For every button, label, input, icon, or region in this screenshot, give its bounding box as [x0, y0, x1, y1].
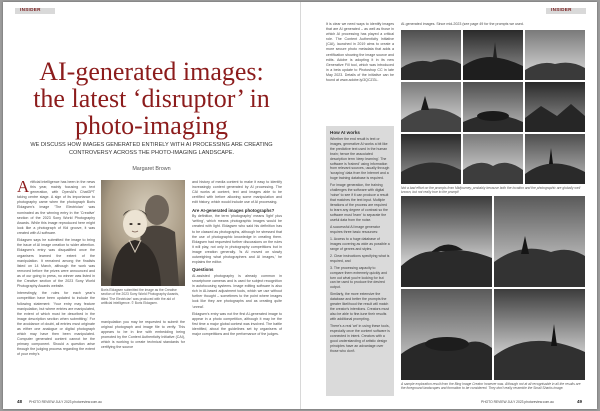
sidebar-heading: How AI works [330, 130, 360, 135]
sidebar-paragraph: Whether the end result is text or images, generative AI works a bit like the predictive text used in the human brain; hence the associated description term 'deep learning'. The software is 'trained' using information from relevant sources, usually through 'scraping' data from the Internet and a huge training database is required. [330, 137, 390, 181]
body-paragraph: By definition, the term 'photography' means 'light' plus 'writing', which means photographic images would be created with light. Eldagsen who said his definition has to be classed as photographs, although he stressed that the use of photographic knowledge in creating them. Eldagsen had requested further discussions on the rules it will play, not only in photography competitions but in image creation generally. 'Is AI moved on slowly outweighing what photographers and AI images,' he explains the editor. [192, 214, 282, 265]
left-page [3, 2, 300, 409]
intro-column-2 [401, 22, 571, 29]
dropcap: A [17, 180, 30, 196]
section-label: INSIDER [20, 7, 41, 12]
sidebar-paragraph: 2. Clear instructions specifying what is required, and [330, 253, 390, 263]
body-paragraph: AI-assisted photography is already common in smartphone cameras and is used for subject recognition in autofocusing systems. Image editing software is also rich in AI-based adjustment tools, which we use without further thought – sometimes to the point where images look like they are photographs and as creating quite 'unreal'. [192, 273, 282, 309]
page-footer: PHOTO REVIEW JULY 2023 photoreview.com.au [481, 400, 554, 404]
magazine-spread [3, 2, 597, 409]
body-paragraph: AI-generated images. Since mid-2023 (see page 49 for the prompts we used. [401, 22, 524, 26]
how-ai-works-sidebar [326, 126, 394, 396]
body-paragraph: rtificial intelligence has been in the news this year, mainly focusing on text generation, with OpenAI's ChatGPT taking centre stage. A sign of its importance to photography came when the photograph Boris Eldagsen's image 'The Electrician' was nominated as the winning entry in the 'Creative' section of the 2023 Sony World Photography Awards. While this image reproduced here might look like a photograph of Kid groove, it was created with AI software. [17, 180, 95, 235]
standfirst: WE DISCUSS HOW IMAGES GENERATED ENTIRELY WITH AI PROCESSING ARE CREATING CONTROVERSY ACROSS THE PHOTO-IMAGING LANDSCAPE. [30, 142, 273, 156]
photo-caption: Boris Eldagsen submitted the image as the Creative section of the 2023 Sony World Photography Awards, titled 'The Electrician' was produced with the aid of artificial intelligence. © Boris Eldagsen. [101, 288, 179, 305]
body-column-1 [17, 180, 95, 392]
body-paragraph: Interestingly, the rules for each year's competition have been updated to include the following statement: 'Your entry may feature manipulation, but where entries are manipulated, the extent of which must be described in the image description section when submitting.' For the avoidance of doubt, all entries must originate as either one analogue or digital photograph which may have then been manipulated. Computer generated content cannot be the primary component. Should a question arise through the judging process regarding the extent of your entry's [17, 291, 95, 357]
page-footer: PHOTO REVIEW JULY 2023 photoreview.com.au [29, 400, 102, 404]
subheading: Are AI-generated images photographs? [192, 207, 275, 213]
byline: Margaret Brown [132, 166, 171, 172]
bottom-image-caption: A sample exploration result from the Bing Image Creator however was. Although not at all recognisable in all the results are the foreground landscapes and formation to be considered. They don't really resemble the Small Sharks image. [401, 382, 581, 391]
top-image-caption: Not a bad effort on the prompts from Midjourney, probably because both the location and the photographic are globally well known, but not really true to the prompt! [401, 186, 581, 195]
section-label: INSIDER [551, 7, 572, 12]
ai-landscape-grid-bottom [401, 196, 585, 380]
sidebar-paragraph: 3. The processing capacity to compare them extremely quickly and turn out what you're looking for but can be used to produce the desired output. [330, 265, 387, 290]
sidebar-paragraph: 1. Access to a huge database of images covering as wide as possible a range of genres and styles. [330, 236, 390, 251]
body-paragraph: Eldagsen's entry was not the first AI-generated image to appear in a photo competition, although it may be the first time a major global contest was involved. The battle identified, about the guidelines set by organisers of major competitions and the performance of the judges. [192, 311, 282, 337]
right-page [300, 2, 597, 409]
body-column-2 [101, 320, 185, 392]
sidebar-paragraph: A successful AI image generator requires three basic resources: [330, 224, 380, 234]
sidebar-paragraph: There's a real 'art' in using these tools, especially once the content software is connected in intent. Creators with a good understanding of artistic design principles have an advantage over those who don't. [330, 324, 390, 353]
portrait-photo-image [101, 180, 185, 286]
article-title: AI-generated images: the latest ‘disruptor’ in photo-imaging [33, 57, 270, 140]
intro-column [326, 22, 394, 122]
article-photo-electrician [101, 180, 185, 286]
sidebar-body [330, 137, 390, 353]
body-paragraph: and history of media content to make it easy to identify increasingly content generated by AI processing. The CAI works at content, text and images able to be certified with before allowing some manipulation and edit history, which would include use of AI processing. [192, 180, 282, 205]
body-paragraph: Eldagsen says he submitted the image to bring the issue of AI image creation to wider attention. Eldagsen's entry was disqualified once the organisers learned the extent of the manipulation. It remained among the finalists listed on 14 March, although the work was removed before the prizes were announced and as of our going to press, no winner was listed in the Creative section of the 2023 Sony World Photography Awards website. [17, 238, 95, 289]
bing-landscape-images [401, 196, 585, 380]
monochrome-landscape-images [401, 30, 585, 184]
subheading: Questions [192, 267, 214, 273]
ai-landscape-grid-top [401, 30, 585, 184]
body-paragraph: manipulation you may be requested to submit the original photograph and image file to verify. This appears to be in line with embedding being promoted by the Content Authenticity Initiative (CAI), which is working to create technical standards for certifying the source [101, 320, 185, 350]
sidebar-paragraph: Similarly, the more extensive the database and better the prompts the greater likelihood the result will match the creator's intentions. Creators must also be able to fine-tune their results with additional prompting. [330, 292, 390, 321]
body-paragraph: It is clear we need ways to identify images that are AI generated – as well as those in which AI processing has played a critical role. The Content Authenticity Initiative (CAI), launched in 2019 aims to create a more secure photo metadata that adds a certification showing the image source and edits. Adobe is adopting it in its new Generative Fill tool, which was introduced in a beta update to Photoshop CC in late May 2023. Details of the initiative can be found at www.adobe.ly/3QCZGL. [326, 22, 394, 83]
body-column-3 [192, 180, 282, 392]
sidebar-paragraph: For image generation, the training challenges the software with digital 'noise' to see if it can produce a result that matches the text input. Multiple iterations of the process are required to learn any degree of contrast so the software must 'learn' to separate the useful data from the noise. [330, 183, 389, 222]
page-number: 48 [17, 399, 23, 404]
page-number: 49 [577, 399, 583, 404]
